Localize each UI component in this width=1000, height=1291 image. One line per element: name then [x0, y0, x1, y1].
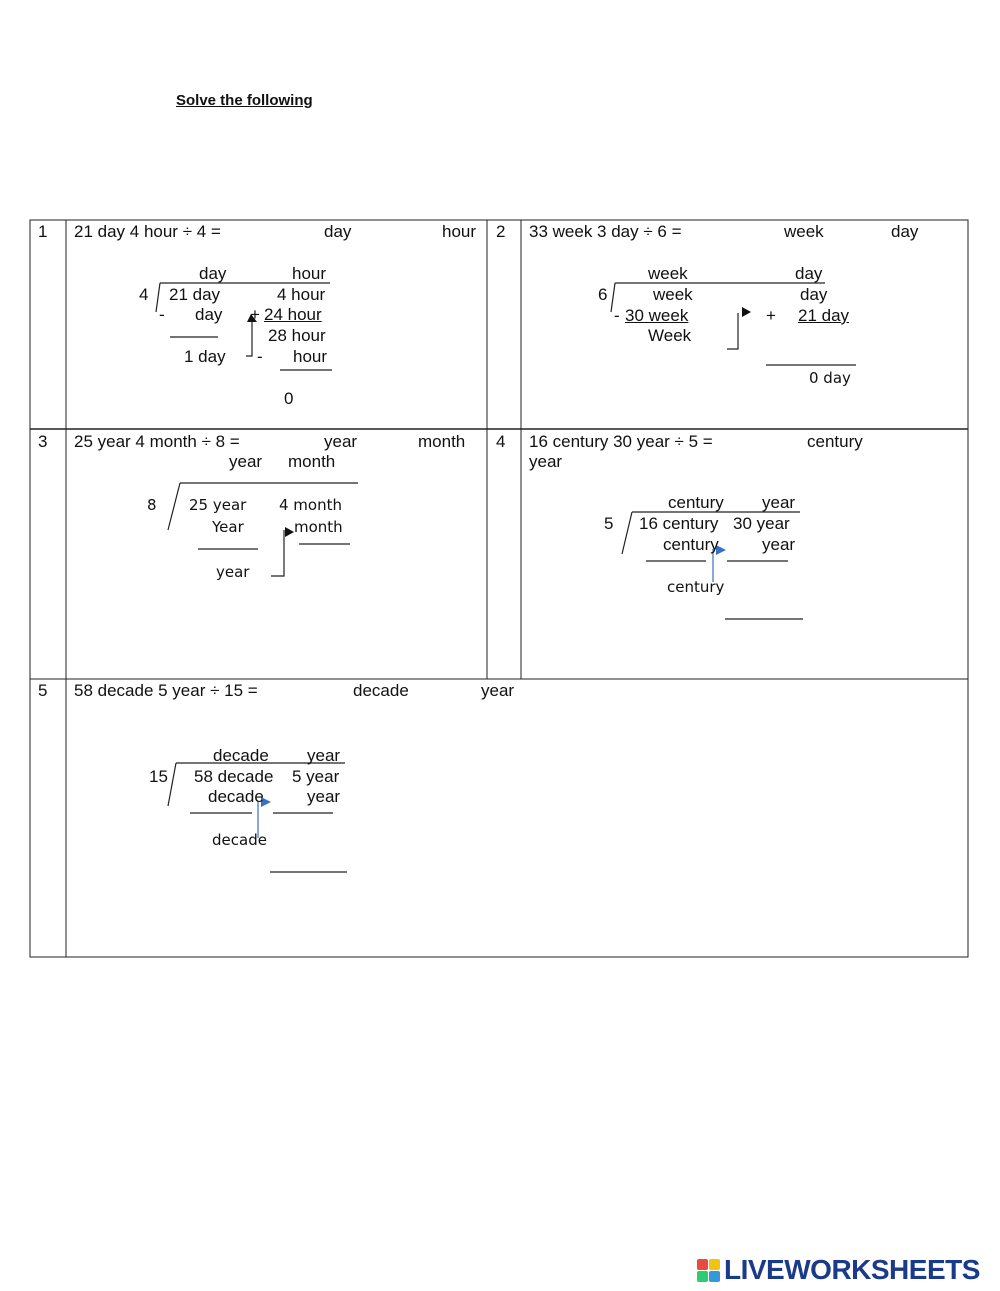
- q1-final-zero: 0: [284, 389, 294, 408]
- q5-number: 5: [38, 681, 48, 700]
- q1-quotient-day: day: [199, 264, 227, 283]
- q5-dividend-decade: 58 decade: [194, 767, 274, 786]
- q2-divisor: 6: [598, 285, 608, 304]
- q5-dividend-year: 5 year: [292, 767, 340, 786]
- q1-sum-hour: 28 hour: [268, 326, 326, 345]
- q5-remainder-decade: decade: [212, 831, 267, 849]
- q4-quotient-year: year: [762, 493, 796, 512]
- q1-number: 1: [38, 222, 48, 241]
- q4-prompt: 16 century 30 year ÷ 5 =: [529, 432, 713, 451]
- q2-arrow: [742, 307, 751, 317]
- q3-sub-year: Year: [212, 518, 244, 536]
- page-title: Solve the following: [176, 92, 313, 109]
- q4-answer-century-label: century: [807, 432, 863, 451]
- q3-dividend-month: 4 month: [279, 496, 342, 514]
- q2-final-zero: 0 day: [809, 369, 851, 387]
- q1-remainder-day: 1 day: [184, 347, 226, 366]
- q1-dividend-day: 21 day: [169, 285, 221, 304]
- q1-remainder-hour: hour: [293, 347, 328, 366]
- q1-dividend-hour: 4 hour: [277, 285, 326, 304]
- q2-minus: -: [614, 306, 620, 325]
- q1-prompt: 21 day 4 hour ÷ 4 =: [74, 222, 221, 241]
- q3-sub-month: month: [294, 518, 343, 536]
- q1-minus-2: -: [257, 347, 263, 366]
- q5-divisor: 15: [149, 767, 168, 786]
- q1-minus: -: [159, 305, 165, 324]
- q5-answer-decade-label: decade: [353, 681, 409, 700]
- q2-prompt: 33 week 3 day ÷ 6 =: [529, 222, 682, 241]
- q1-sub-day: day: [195, 305, 223, 324]
- q3-answer-month-label: month: [418, 432, 466, 451]
- q2-sub-week: 30 week: [625, 306, 689, 325]
- q4-sub-century: century: [663, 535, 719, 554]
- q1-sub-hour: 24 hour: [264, 305, 322, 324]
- q3-remainder-year: year: [216, 563, 250, 581]
- q4-divisor: 5: [604, 514, 614, 533]
- q3-line2-month: month: [288, 452, 336, 471]
- q3-divisor: 8: [147, 496, 157, 514]
- q5-quotient-decade: decade: [213, 746, 269, 765]
- q4-answer-year-label: year: [529, 452, 563, 471]
- q3-prompt: 25 year 4 month ÷ 8 =: [74, 432, 240, 451]
- q2-answer-day-label: day: [891, 222, 919, 241]
- q5-sub-year: year: [307, 787, 341, 806]
- q4-remainder-century: century: [667, 578, 725, 596]
- q3-answer-year-label: year: [324, 432, 358, 451]
- q2-quotient-day: day: [795, 264, 823, 283]
- q3-number: 3: [38, 432, 48, 451]
- q3-dividend-year: 25 year: [189, 496, 247, 514]
- q1-divisor: 4: [139, 285, 149, 304]
- logo-blocks-icon: [697, 1259, 720, 1282]
- q1-answer-day-label: day: [324, 222, 352, 241]
- logo-text: LIVEWORKSHEETS: [724, 1254, 980, 1285]
- q1-plus: +: [250, 305, 260, 324]
- liveworksheets-logo: [697, 1253, 980, 1287]
- q2-dividend-day: day: [800, 285, 828, 304]
- q4-dividend-century: 16 century: [639, 514, 719, 533]
- q5-sub-decade: decade: [208, 787, 264, 806]
- q1-quotient-hour: hour: [292, 264, 327, 283]
- q4-sub-year: year: [762, 535, 796, 554]
- q5-quotient-year: year: [307, 746, 341, 765]
- q2-remainder-week: Week: [648, 326, 692, 345]
- q4-dividend-year: 30 year: [733, 514, 790, 533]
- q3-line2-year: year: [229, 452, 263, 471]
- q4-quotient-century: century: [668, 493, 724, 512]
- q2-plus: +: [766, 306, 776, 325]
- q3-arrow: [285, 527, 294, 537]
- q2-sub-day: 21 day: [798, 306, 850, 325]
- q5-prompt: 58 decade 5 year ÷ 15 =: [74, 681, 258, 700]
- q2-quotient-week: week: [648, 264, 688, 283]
- q2-answer-week-label: week: [784, 222, 824, 241]
- q4-number: 4: [496, 432, 506, 451]
- q2-dividend-week: week: [653, 285, 693, 304]
- q2-number: 2: [496, 222, 506, 241]
- q1-answer-hour-label: hour: [442, 222, 477, 241]
- q5-answer-year-label: year: [481, 681, 515, 700]
